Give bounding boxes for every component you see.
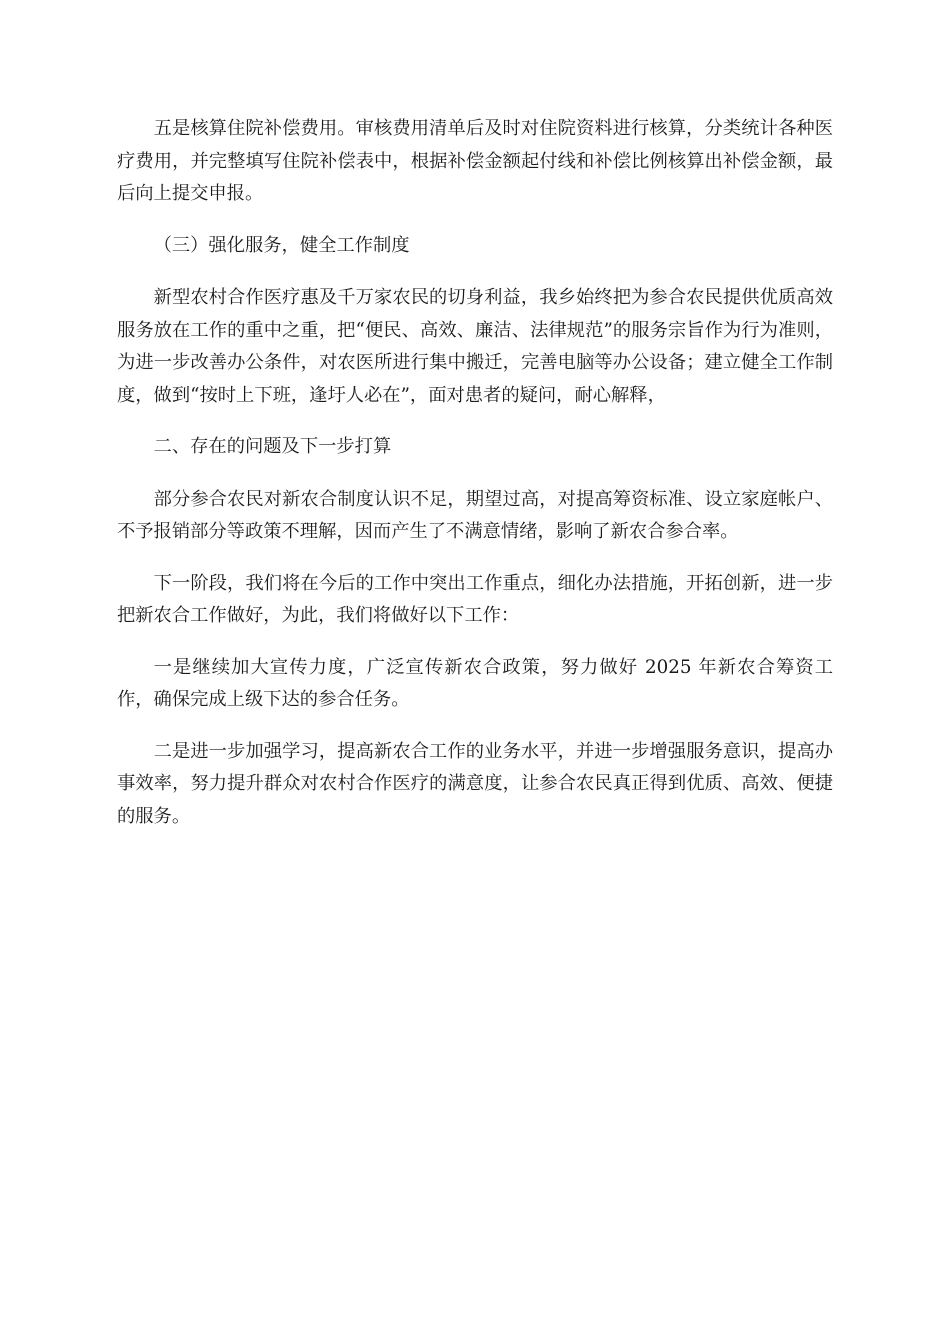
paragraph-learning-plan: 二是进一步加强学习，提高新农合工作的业务水平，并进一步增强服务意识，提高办事效率，努力提升群众对农村合作医疗的满意度，让参合农民真正得到优质、高效、便捷的服务。: [117, 740, 833, 827]
paragraph-existing-problems: 部分参合农民对新农合制度认识不足，期望过高，对提高筹资标准、设立家庭帐户、不予报销部分等政策不理解，因而产生了不满意情绪，影响了新农合参合率。: [117, 488, 833, 542]
paragraph-hospitalization-compensation: 五是核算住院补偿费用。审核费用清单后及时对住院资料进行核算，分类统计各种医疗费用，并完整填写住院补偿表中，根据补偿金额起付线和补偿比例核算出补偿金额，最后向上提交申报。: [117, 118, 833, 204]
document-body: [117, 113, 833, 852]
section-heading-problems-next-steps: 二、存在的问题及下一步打算: [153, 436, 392, 457]
paragraph-next-stage: 下一阶段，我们将在今后的工作中突出工作重点，细化办法措施，开拓创新，进一步把新农合工作做好，为此，我们将做好以下工作：: [117, 572, 833, 626]
paragraph-publicity-plan: 一是继续加大宣传力度，广泛宣传新农合政策，努力做好 2025 年新农合筹资工作，确保完成上级下达的参合任务。: [117, 656, 833, 710]
paragraph-service-improvement: 新型农村合作医疗惠及千万家农民的切身利益，我乡始终把为参合农民提供优质高效服务放在工作的重中之重，把“便民、高效、廉洁、法律规范”的服务宗旨作为行为准则，为进一步改善办公条件，对农医所进行集中搬迁，完善电脑等办公设备；建立健全工作制度，做到“按时上下班，逢圩人必在”，面对患者的疑问，耐心解释，: [117, 287, 833, 406]
section-heading-strengthen-service: （三）强化服务，健全工作制度: [153, 234, 410, 256]
